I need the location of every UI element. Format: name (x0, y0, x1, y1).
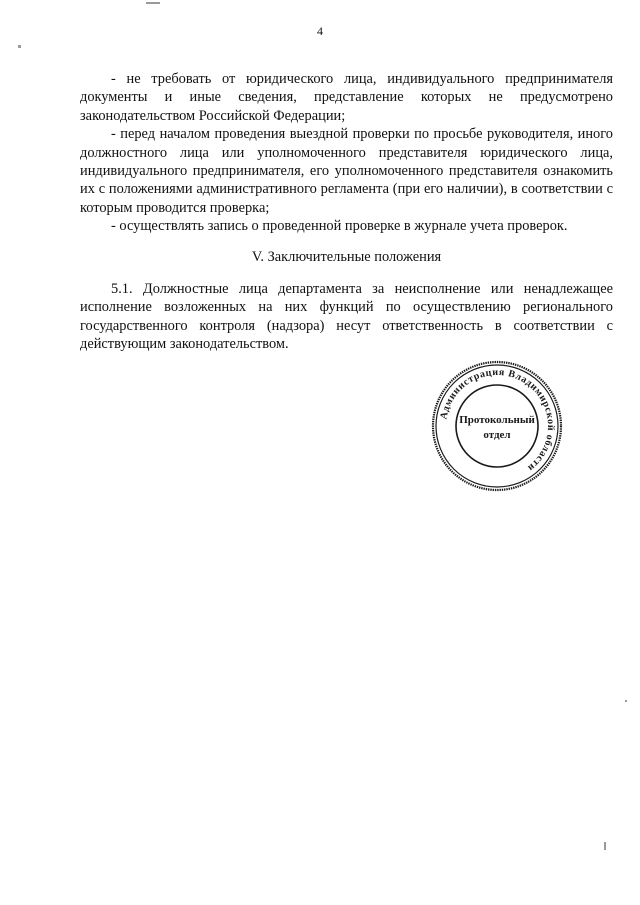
stamp-ring-text: Администрация Владимирской области (438, 366, 557, 474)
scan-speck (146, 2, 160, 4)
paragraph-3: - осуществлять запись о проведенной проверке в журнале учета проверок. (111, 218, 568, 235)
stamp-center-line1: Протокольный (459, 414, 535, 426)
document-body (80, 70, 613, 354)
section-paragraph: 5.1. Должностные лица департамента за неисполнение или ненадлежащее исполнение возложенных на них функций по осуществлению регионального государственного контроля (надзора) несут ответственность в соответствии с действующим законодательством. (80, 281, 613, 353)
scan-speck (18, 45, 21, 48)
scan-speck (604, 842, 606, 850)
page-number: 4 (317, 24, 323, 38)
paragraph-2: - перед началом проведения выездной проверки по просьбе руководителя, иного должностного лица или уполномоченного представителя юридического лица, индивидуального предпринимателя, его уполномоченного представителя ознакомить их с положениями административного регламента (при его наличии), в соответствии с которым проводится проверка; (80, 126, 613, 216)
stamp-center-line2: отдел (483, 429, 511, 441)
section-heading: V. Заключительные положения (251, 248, 442, 265)
scan-speck (625, 700, 627, 702)
official-stamp (431, 360, 563, 492)
stamp-seal-icon (431, 360, 563, 492)
paragraph-1: - не требовать от юридического лица, индивидуального предпринимателя документы и иные сведения, представление которых не предусмотрено законодательством Российской Федерации; (80, 71, 613, 124)
